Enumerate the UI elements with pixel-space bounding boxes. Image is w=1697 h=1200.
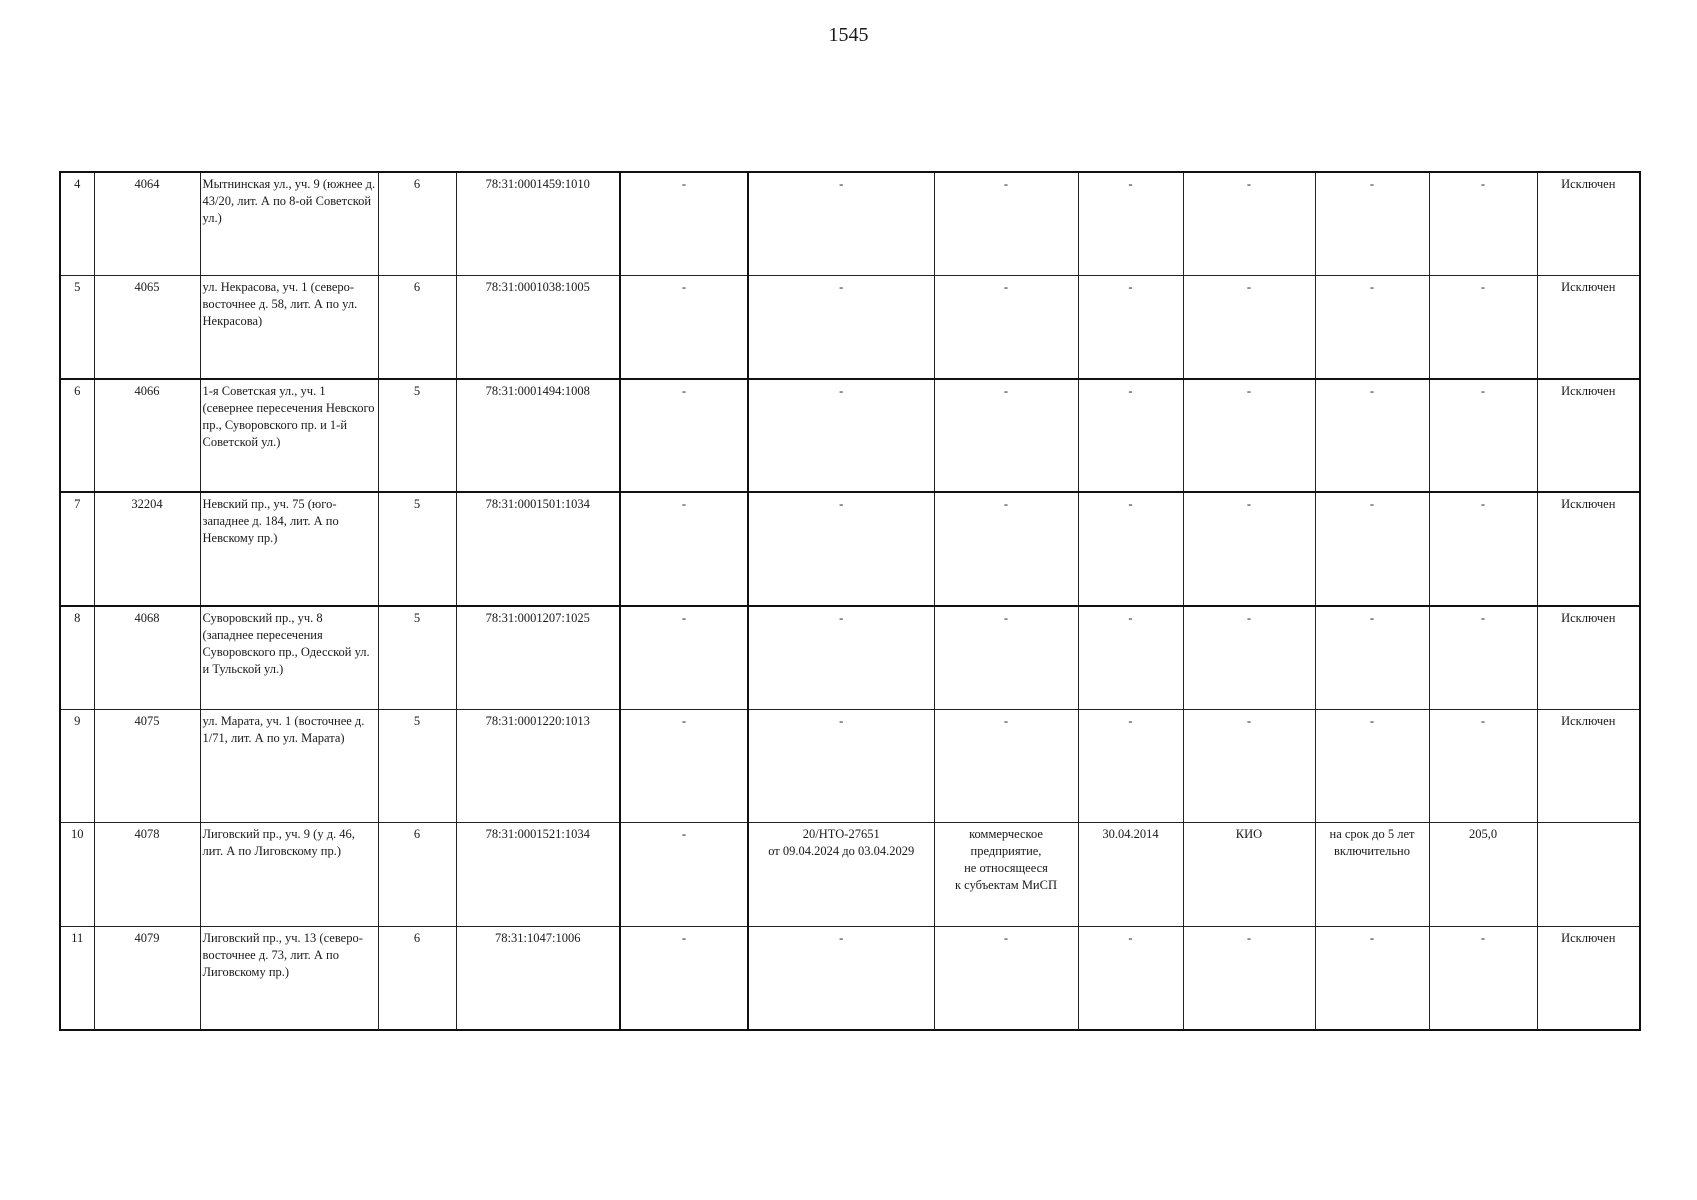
cadastral-cell: 78:31:0001521:1034 (456, 822, 620, 926)
status-cell (1537, 822, 1640, 926)
zone-cell: 6 (378, 926, 456, 1030)
date-cell: - (1078, 709, 1183, 822)
object-id: 4075 (94, 709, 200, 822)
date-cell: - (1078, 926, 1183, 1030)
object-id: 4064 (94, 172, 200, 275)
table-row (60, 926, 1640, 1030)
contract-period: от 09.04.2024 до 03.04.2029 (768, 843, 915, 858)
address-cell: ул. Марата, уч. 1 (восточнее д. 1/71, лит. А по ул. Марата) (200, 709, 378, 822)
status-cell: Исключен (1537, 492, 1640, 606)
row-number: 4 (60, 172, 94, 275)
table-row (60, 172, 1640, 275)
term-cell: - (1315, 926, 1429, 1030)
table-row (60, 822, 1640, 926)
object-id: 32204 (94, 492, 200, 606)
term-cell: - (1315, 275, 1429, 379)
status-cell: Исключен (1537, 275, 1640, 379)
area-cell: 205,0 (1429, 822, 1537, 926)
row-number: 5 (60, 275, 94, 379)
zone-cell: 6 (378, 172, 456, 275)
date-cell: - (1078, 172, 1183, 275)
cell-blank: - (620, 709, 748, 822)
organ-cell: - (1183, 492, 1315, 606)
subject-cell: - (934, 709, 1078, 822)
subject-cell: - (934, 172, 1078, 275)
date-cell: - (1078, 606, 1183, 709)
table-row (60, 606, 1640, 709)
contract-number: 20/НТО-27651 (802, 826, 880, 841)
row-number: 7 (60, 492, 94, 606)
status-cell: Исключен (1537, 926, 1640, 1030)
contract-cell: - (748, 275, 934, 379)
subject-line: к субъектам МиСП (954, 877, 1057, 892)
cell-blank: - (620, 822, 748, 926)
subject-cell (934, 822, 1078, 926)
area-cell: - (1429, 172, 1537, 275)
area-cell: - (1429, 606, 1537, 709)
subject-line: коммерческое (969, 826, 1043, 841)
term-line: на срок до 5 лет (1329, 826, 1415, 841)
table-row (60, 709, 1640, 822)
status-cell: Исключен (1537, 379, 1640, 492)
address-cell: 1-я Советская ул., уч. 1 (севернее пересечения Невского пр., Суворовского пр. и 1-й Советской ул.) (200, 379, 378, 492)
subject-cell: - (934, 379, 1078, 492)
object-id: 4066 (94, 379, 200, 492)
status-cell: Исключен (1537, 709, 1640, 822)
object-id: 4078 (94, 822, 200, 926)
cadastral-cell: 78:31:0001459:1010 (456, 172, 620, 275)
contract-cell: - (748, 606, 934, 709)
date-cell: - (1078, 379, 1183, 492)
date-cell: 30.04.2014 (1078, 822, 1183, 926)
area-cell: - (1429, 379, 1537, 492)
organ-cell: - (1183, 926, 1315, 1030)
object-id: 4068 (94, 606, 200, 709)
address-cell: ул. Некрасова, уч. 1 (северо-восточнее д. 58, лит. А по ул. Некрасова) (200, 275, 378, 379)
cell-blank: - (620, 275, 748, 379)
organ-cell: - (1183, 172, 1315, 275)
cadastral-cell: 78:31:0001501:1034 (456, 492, 620, 606)
organ-cell: - (1183, 379, 1315, 492)
cadastral-cell: 78:31:0001494:1008 (456, 379, 620, 492)
object-id: 4065 (94, 275, 200, 379)
zone-cell: 5 (378, 492, 456, 606)
term-cell: - (1315, 379, 1429, 492)
area-cell: - (1429, 275, 1537, 379)
cell-blank: - (620, 379, 748, 492)
status-cell: Исключен (1537, 172, 1640, 275)
cell-blank: - (620, 606, 748, 709)
contract-cell: - (748, 926, 934, 1030)
subject-line: не относящееся (964, 860, 1048, 875)
address-cell: Невский пр., уч. 75 (юго-западнее д. 184, лит. А по Невскому пр.) (200, 492, 378, 606)
contract-cell: - (748, 492, 934, 606)
term-line: включительно (1334, 843, 1410, 858)
term-cell: - (1315, 606, 1429, 709)
row-number: 11 (60, 926, 94, 1030)
cadastral-cell: 78:31:0001220:1013 (456, 709, 620, 822)
term-cell (1315, 822, 1429, 926)
status-cell: Исключен (1537, 606, 1640, 709)
zone-cell: 6 (378, 275, 456, 379)
contract-cell: - (748, 379, 934, 492)
contract-cell: - (748, 172, 934, 275)
subject-cell: - (934, 606, 1078, 709)
organ-cell: - (1183, 275, 1315, 379)
row-number: 6 (60, 379, 94, 492)
organ-cell: - (1183, 709, 1315, 822)
organ-cell: КИО (1183, 822, 1315, 926)
address-cell: Суворовский пр., уч. 8 (западнее пересечения Суворовского пр., Одесской ул. и Тульской ул.) (200, 606, 378, 709)
zone-cell: 5 (378, 606, 456, 709)
contract-cell (748, 822, 934, 926)
row-number: 8 (60, 606, 94, 709)
table-row (60, 275, 1640, 379)
row-number: 9 (60, 709, 94, 822)
zone-cell: 6 (378, 822, 456, 926)
date-cell: - (1078, 275, 1183, 379)
date-cell: - (1078, 492, 1183, 606)
address-cell: Мытнинская ул., уч. 9 (южнее д. 43/20, лит. А по 8-ой Советской ул.) (200, 172, 378, 275)
subject-cell: - (934, 926, 1078, 1030)
cadastral-cell: 78:31:1047:1006 (456, 926, 620, 1030)
contract-cell: - (748, 709, 934, 822)
registry-table (59, 171, 1641, 1031)
area-cell: - (1429, 492, 1537, 606)
area-cell: - (1429, 709, 1537, 822)
table-row (60, 492, 1640, 606)
area-cell: - (1429, 926, 1537, 1030)
row-number: 10 (60, 822, 94, 926)
zone-cell: 5 (378, 379, 456, 492)
subject-cell: - (934, 492, 1078, 606)
table-row (60, 379, 1640, 492)
subject-line: предприятие, (970, 843, 1042, 858)
cell-blank: - (620, 926, 748, 1030)
cadastral-cell: 78:31:0001038:1005 (456, 275, 620, 379)
term-cell: - (1315, 492, 1429, 606)
term-cell: - (1315, 172, 1429, 275)
address-cell: Лиговский пр., уч. 13 (северо-восточнее д. 73, лит. А по Лиговскому пр.) (200, 926, 378, 1030)
cell-blank: - (620, 172, 748, 275)
object-id: 4079 (94, 926, 200, 1030)
zone-cell: 5 (378, 709, 456, 822)
address-cell: Лиговский пр., уч. 9 (у д. 46, лит. А по Лиговскому пр.) (200, 822, 378, 926)
cadastral-cell: 78:31:0001207:1025 (456, 606, 620, 709)
subject-cell: - (934, 275, 1078, 379)
term-cell: - (1315, 709, 1429, 822)
cell-blank: - (620, 492, 748, 606)
organ-cell: - (1183, 606, 1315, 709)
page-number: 1545 (828, 24, 869, 46)
